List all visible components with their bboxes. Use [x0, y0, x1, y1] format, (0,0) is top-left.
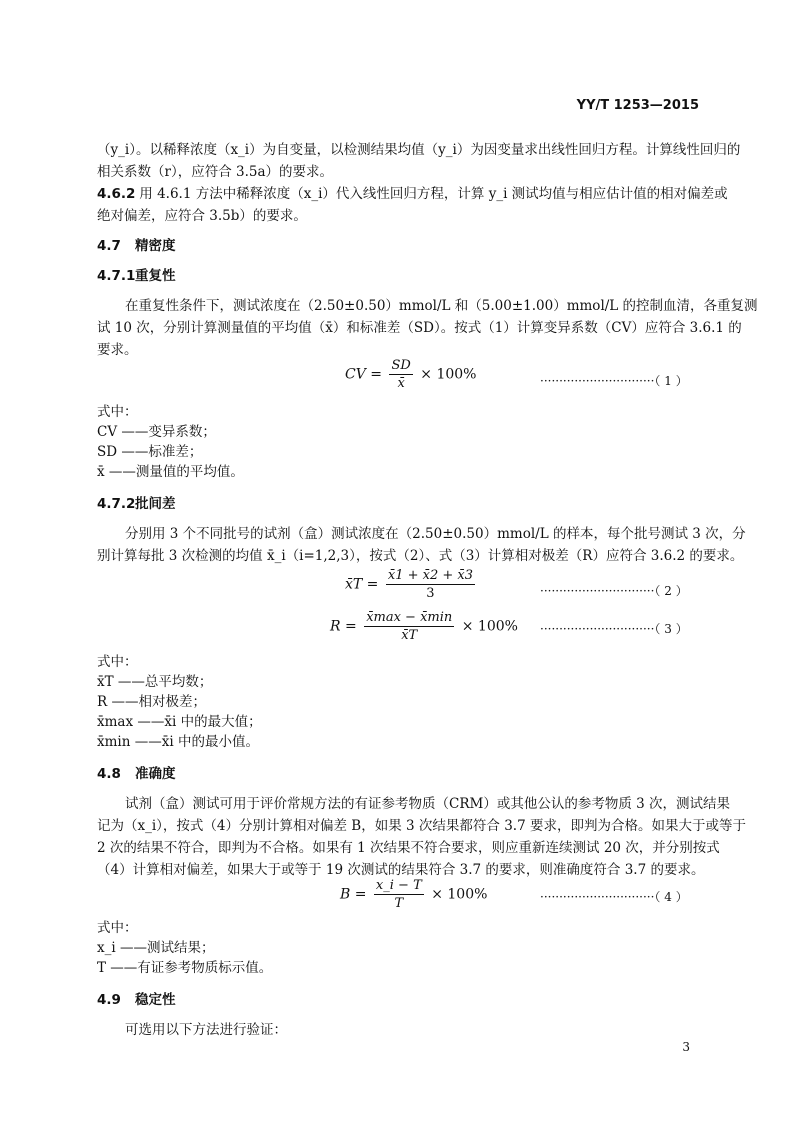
paragraph-line: 试 10 次，分别计算测量值的平均值（x̄）和标准差（SD）。按式（1）计算变异系数（CV）应符合 3.6.1 的 [97, 320, 742, 336]
formula-4 [340, 878, 487, 911]
formula-number-1: ······························（ 1 ） [540, 374, 688, 388]
numerator: x̄max − x̄min [366, 610, 453, 625]
section-heading-4-7-2 [97, 494, 176, 514]
formula-lhs: R = [330, 618, 357, 635]
page-number: 3 [682, 1040, 690, 1054]
where-label: 式中： [97, 404, 138, 420]
formula-lhs: x̄T = [345, 576, 379, 593]
denominator: x̄T [401, 628, 418, 643]
denominator: T [394, 896, 404, 911]
paragraph-line: 相关系数（r），应符合 3.5a）的要求。 [97, 164, 334, 180]
paragraph-line: 要求。 [97, 342, 138, 358]
formula-1 [345, 358, 476, 391]
where-label: 式中： [97, 920, 138, 936]
formula-number-4: ······························（ 4 ） [540, 890, 688, 904]
fraction [389, 358, 412, 391]
definition-line: x̄max ——x̄i 中的最大值； [97, 714, 262, 730]
section-heading-4-9 [97, 990, 176, 1010]
paragraph-line: 记为（x_i），按式（4）分别计算相对偏差 B，如果 3 次结果都符合 3.7 要求，即判为合格。如果大于或等于 [97, 818, 746, 834]
clause-text: 用 4.6.1 方法中稀释浓度（x_i）代入线性回归方程，计算 y_i 测试均值与相应估计值的相对偏差或 [139, 186, 728, 202]
paragraph-line: 在重复性条件下，测试浓度在（2.50±0.50）mmol/L 和（5.00±1.00）mmol/L 的控制血清，各重复测 [125, 298, 758, 314]
paragraph-line: 绝对偏差，应符合 3.5b）的要求。 [97, 208, 307, 224]
paragraph-line: 试剂（盒）测试可用于评价常规方法的有证参考物质（CRM）或其他公认的参考物质 3 次，测试结果 [125, 796, 730, 812]
section-heading-4-7 [97, 236, 176, 256]
definition-line: x̄ ——测量值的平均值。 [97, 464, 244, 480]
fraction [386, 568, 475, 601]
clause-4-6-2 [97, 184, 728, 204]
clause-number: 4.6.2 [97, 186, 136, 202]
section-title: 重复性 [135, 268, 176, 284]
paragraph-line: （4）计算相对偏差，如果大于或等于 19 次测试的结果符合 3.7 的要求，则准确度符合 3.7 的要求。 [97, 862, 705, 878]
standard-code-header: YY/T 1253—2015 [576, 98, 699, 113]
definition-line: x_i ——测试结果； [97, 940, 215, 956]
numerator: SD [391, 358, 411, 373]
formula-3 [330, 610, 518, 643]
paragraph-line: 分别用 3 个不同批号的试剂（盒）测试浓度在（2.50±0.50）mmol/L 的样本，每个批号测试 3 次，分 [125, 526, 746, 542]
formula-number-2: ······························（ 2 ） [540, 584, 688, 598]
paragraph-line: 可选用以下方法进行验证： [125, 1022, 287, 1038]
where-label: 式中： [97, 654, 138, 670]
definition-line: SD ——标准差； [97, 444, 203, 460]
definition-line: x̄min ——x̄i 中的最小值。 [97, 734, 259, 750]
denominator: 3 [426, 586, 435, 601]
section-number: 4.7.2 [97, 496, 136, 512]
definition-line: R ——相对极差； [97, 694, 206, 710]
section-heading-4-8 [97, 764, 176, 784]
section-number: 4.8 [97, 766, 121, 782]
formula-lhs: CV = [345, 366, 383, 383]
formula-2 [345, 568, 478, 601]
fraction [374, 878, 424, 911]
section-title: 稳定性 [135, 992, 176, 1008]
formula-tail: × 100% [431, 886, 488, 903]
paragraph-line: 2 次的结果不符合，即判为不合格。如果有 1 次结果不符合要求，则应重新连续测试 20 次，并分别按式 [97, 840, 720, 856]
section-title: 准确度 [135, 766, 176, 782]
section-title: 精密度 [135, 238, 176, 254]
numerator: x_i − T [375, 878, 422, 893]
formula-lhs: B = [340, 886, 367, 903]
paragraph-line: （y_i）。以稀释浓度（x_i）为自变量，以检测结果均值（y_i）为因变量求出线性回归方程。计算线性回归的 [97, 142, 741, 158]
section-number: 4.9 [97, 992, 121, 1008]
definition-line: CV ——变异系数； [97, 424, 216, 440]
section-number: 4.7.1 [97, 268, 136, 284]
formula-tail: × 100% [420, 366, 477, 383]
definition-line: x̄T ——总平均数； [97, 674, 213, 690]
definition-line: T ——有证参考物质标示值。 [97, 960, 273, 976]
paragraph-line: 别计算每批 3 次检测的均值 x̄_i（i=1,2,3），按式（2）、式（3）计算相对极差（R）应符合 3.6.2 的要求。 [97, 548, 744, 564]
numerator: x̄1 + x̄2 + x̄3 [387, 568, 473, 583]
section-number: 4.7 [97, 238, 121, 254]
denominator: x̄ [397, 376, 405, 391]
fraction [364, 610, 454, 643]
section-title: 批间差 [135, 496, 176, 512]
formula-tail: × 100% [461, 618, 518, 635]
formula-number-3: ······························（ 3 ） [540, 622, 688, 636]
section-heading-4-7-1 [97, 266, 176, 286]
